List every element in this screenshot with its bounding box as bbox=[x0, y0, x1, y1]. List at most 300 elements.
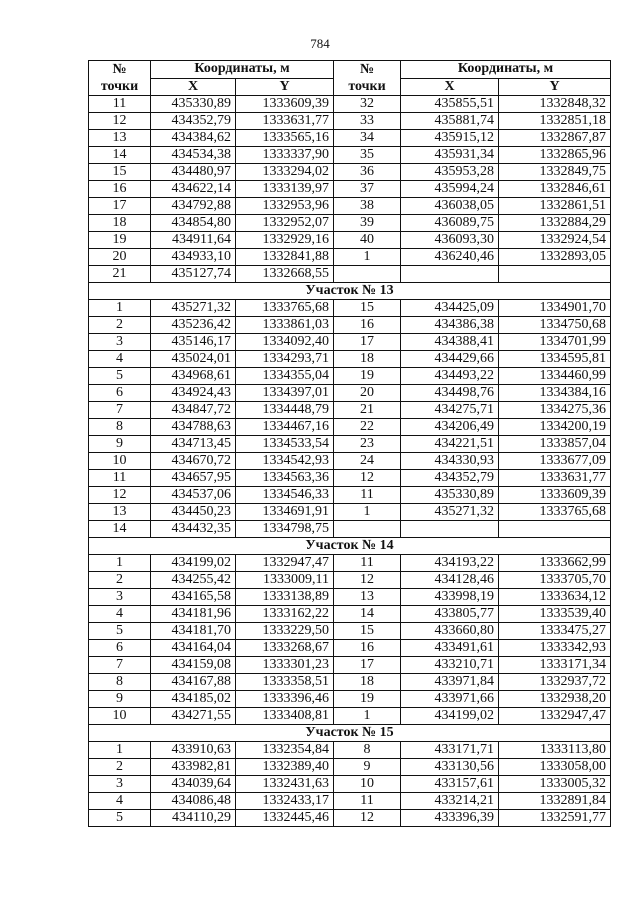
point-number-right-cell: 9 bbox=[334, 759, 401, 776]
y-coordinate-cell: 1333009,11 bbox=[236, 572, 334, 589]
y-coordinate-cell: 1333408,81 bbox=[236, 708, 334, 725]
table-row bbox=[89, 589, 611, 606]
point-number-right-cell bbox=[334, 521, 401, 538]
table-row bbox=[89, 419, 611, 436]
point-number-right-cell: 13 bbox=[334, 589, 401, 606]
table-row bbox=[89, 708, 611, 725]
x-coordinate-right-cell: 434193,22 bbox=[401, 555, 499, 572]
table-row bbox=[89, 810, 611, 827]
x-coordinate-right-cell bbox=[401, 266, 499, 283]
table-row bbox=[89, 113, 611, 130]
x-coordinate-cell: 433982,81 bbox=[151, 759, 236, 776]
y-coordinate-right-cell bbox=[499, 266, 611, 283]
point-number-cell: 1 bbox=[89, 300, 151, 317]
point-number-cell: 1 bbox=[89, 742, 151, 759]
number-sign: № bbox=[359, 62, 375, 77]
y-coordinate-cell: 1334448,79 bbox=[236, 402, 334, 419]
x-coordinate-right-cell: 433157,61 bbox=[401, 776, 499, 793]
x-coordinate-right-cell: 434429,66 bbox=[401, 351, 499, 368]
y-coordinate-right-cell: 1332937,72 bbox=[499, 674, 611, 691]
table-row bbox=[89, 215, 611, 232]
point-number-cell: 4 bbox=[89, 351, 151, 368]
x-coordinate-cell: 434432,35 bbox=[151, 521, 236, 538]
x-coordinate-right-cell: 435881,74 bbox=[401, 113, 499, 130]
point-number-right-cell: 39 bbox=[334, 215, 401, 232]
x-coordinate-right-cell: 434498,76 bbox=[401, 385, 499, 402]
x-coordinate-right-cell: 433491,61 bbox=[401, 640, 499, 657]
table-row bbox=[89, 555, 611, 572]
x-coordinate-right-cell: 435330,89 bbox=[401, 487, 499, 504]
point-number-right-cell: 12 bbox=[334, 470, 401, 487]
table-row bbox=[89, 657, 611, 674]
point-number-right-cell: 37 bbox=[334, 181, 401, 198]
y-coordinate-right-cell: 1333058,00 bbox=[499, 759, 611, 776]
point-label: точки bbox=[348, 79, 386, 94]
table-row bbox=[89, 606, 611, 623]
point-number-right-cell: 1 bbox=[334, 504, 401, 521]
point-number-cell: 12 bbox=[89, 113, 151, 130]
x-coordinate-right-cell: 434128,46 bbox=[401, 572, 499, 589]
y-coordinate-right-cell: 1333765,68 bbox=[499, 504, 611, 521]
point-number-cell: 8 bbox=[89, 674, 151, 691]
x-coordinate-right-cell: 436038,05 bbox=[401, 198, 499, 215]
section-row bbox=[89, 538, 611, 555]
x-coordinate-cell: 434924,43 bbox=[151, 385, 236, 402]
x-coordinate-cell: 434110,29 bbox=[151, 810, 236, 827]
point-number-header-right bbox=[334, 61, 401, 96]
x-coordinate-right-cell: 434352,79 bbox=[401, 470, 499, 487]
x-coordinate-right-cell: 433660,80 bbox=[401, 623, 499, 640]
point-number-cell: 7 bbox=[89, 402, 151, 419]
x-coordinate-cell: 434039,64 bbox=[151, 776, 236, 793]
y-coordinate-right-cell: 1334595,81 bbox=[499, 351, 611, 368]
x-coordinate-right-cell: 433130,56 bbox=[401, 759, 499, 776]
table-row bbox=[89, 470, 611, 487]
x-coordinate-right-cell: 433396,39 bbox=[401, 810, 499, 827]
y-coordinate-cell: 1333337,90 bbox=[236, 147, 334, 164]
point-number-right-cell: 22 bbox=[334, 419, 401, 436]
x-coordinate-cell: 434854,80 bbox=[151, 215, 236, 232]
point-number-right-cell: 35 bbox=[334, 147, 401, 164]
x-coordinate-right-cell: 434425,09 bbox=[401, 300, 499, 317]
point-number-cell: 18 bbox=[89, 215, 151, 232]
x-coordinate-right-cell: 434388,41 bbox=[401, 334, 499, 351]
point-number-cell: 10 bbox=[89, 708, 151, 725]
point-number-cell: 4 bbox=[89, 793, 151, 810]
x-coordinate-right-cell: 435271,32 bbox=[401, 504, 499, 521]
y-header: Y bbox=[236, 78, 334, 96]
point-number-right-cell: 19 bbox=[334, 368, 401, 385]
point-number-right-cell: 12 bbox=[334, 572, 401, 589]
y-coordinate-right-cell: 1333342,93 bbox=[499, 640, 611, 657]
y-coordinate-right-cell: 1333634,12 bbox=[499, 589, 611, 606]
y-coordinate-cell: 1333301,23 bbox=[236, 657, 334, 674]
y-coordinate-right-cell: 1334200,19 bbox=[499, 419, 611, 436]
x-coordinate-cell: 434167,88 bbox=[151, 674, 236, 691]
y-coordinate-right-cell: 1332846,61 bbox=[499, 181, 611, 198]
y-coordinate-cell: 1334691,91 bbox=[236, 504, 334, 521]
y-coordinate-right-cell: 1333171,34 bbox=[499, 657, 611, 674]
x-coordinate-cell: 433910,63 bbox=[151, 742, 236, 759]
y-coordinate-cell: 1333358,51 bbox=[236, 674, 334, 691]
table-row bbox=[89, 334, 611, 351]
x-coordinate-cell: 434657,95 bbox=[151, 470, 236, 487]
y-coordinate-right-cell: 1333113,80 bbox=[499, 742, 611, 759]
x-coordinate-right-cell: 433998,19 bbox=[401, 589, 499, 606]
y-coordinate-right-cell: 1333005,32 bbox=[499, 776, 611, 793]
y-coordinate-cell: 1334542,93 bbox=[236, 453, 334, 470]
y-coordinate-cell: 1334397,01 bbox=[236, 385, 334, 402]
section-title: Участок № 13 bbox=[89, 283, 611, 300]
x-coordinate-right-cell: 434493,22 bbox=[401, 368, 499, 385]
x-coordinate-cell: 434968,61 bbox=[151, 368, 236, 385]
table-row bbox=[89, 487, 611, 504]
table-row bbox=[89, 436, 611, 453]
table-row bbox=[89, 385, 611, 402]
x-coordinate-cell: 434086,48 bbox=[151, 793, 236, 810]
point-number-cell: 14 bbox=[89, 147, 151, 164]
x-coordinate-right-cell: 433971,66 bbox=[401, 691, 499, 708]
y-header-right: Y bbox=[499, 78, 611, 96]
x-coordinate-cell: 435146,17 bbox=[151, 334, 236, 351]
point-number-cell: 6 bbox=[89, 385, 151, 402]
point-number-cell: 7 bbox=[89, 657, 151, 674]
point-number-cell: 16 bbox=[89, 181, 151, 198]
x-coordinate-right-cell: 434199,02 bbox=[401, 708, 499, 725]
table-row bbox=[89, 640, 611, 657]
x-coordinate-right-cell: 434386,38 bbox=[401, 317, 499, 334]
x-coordinate-cell: 434534,38 bbox=[151, 147, 236, 164]
y-coordinate-cell: 1333609,39 bbox=[236, 96, 334, 113]
x-coordinate-right-cell: 435953,28 bbox=[401, 164, 499, 181]
point-number-cell: 14 bbox=[89, 521, 151, 538]
point-number-cell: 5 bbox=[89, 623, 151, 640]
point-number-cell: 5 bbox=[89, 368, 151, 385]
x-coordinate-cell: 435330,89 bbox=[151, 96, 236, 113]
coordinates-header-right: Координаты, м bbox=[401, 61, 611, 79]
point-number-right-cell: 16 bbox=[334, 317, 401, 334]
point-number-right-cell: 11 bbox=[334, 555, 401, 572]
x-coordinate-cell: 435024,01 bbox=[151, 351, 236, 368]
y-coordinate-right-cell: 1332947,47 bbox=[499, 708, 611, 725]
table-row bbox=[89, 164, 611, 181]
table-row bbox=[89, 96, 611, 113]
y-coordinate-right-cell: 1333662,99 bbox=[499, 555, 611, 572]
x-coordinate-cell: 434165,58 bbox=[151, 589, 236, 606]
x-coordinate-right-cell: 436093,30 bbox=[401, 232, 499, 249]
table-row bbox=[89, 623, 611, 640]
y-coordinate-right-cell: 1333475,27 bbox=[499, 623, 611, 640]
point-number-right-cell: 32 bbox=[334, 96, 401, 113]
x-coordinate-cell: 434164,04 bbox=[151, 640, 236, 657]
y-coordinate-right-cell: 1332924,54 bbox=[499, 232, 611, 249]
x-coordinate-right-cell: 433805,77 bbox=[401, 606, 499, 623]
table-row bbox=[89, 742, 611, 759]
point-number-right-cell: 23 bbox=[334, 436, 401, 453]
section-title: Участок № 14 bbox=[89, 538, 611, 555]
x-coordinate-cell: 434788,63 bbox=[151, 419, 236, 436]
table-row bbox=[89, 198, 611, 215]
y-coordinate-right-cell bbox=[499, 521, 611, 538]
point-number-cell: 2 bbox=[89, 759, 151, 776]
x-coordinate-cell: 434450,23 bbox=[151, 504, 236, 521]
y-coordinate-cell: 1332953,96 bbox=[236, 198, 334, 215]
table-row bbox=[89, 504, 611, 521]
x-coordinate-right-cell: 434330,93 bbox=[401, 453, 499, 470]
x-coordinate-right-cell: 435931,34 bbox=[401, 147, 499, 164]
y-coordinate-cell: 1332354,84 bbox=[236, 742, 334, 759]
table-row bbox=[89, 300, 611, 317]
y-coordinate-cell: 1334798,75 bbox=[236, 521, 334, 538]
table-row bbox=[89, 572, 611, 589]
y-coordinate-right-cell: 1333677,09 bbox=[499, 453, 611, 470]
x-coordinate-right-cell: 435855,51 bbox=[401, 96, 499, 113]
table-row bbox=[89, 130, 611, 147]
section-title: Участок № 15 bbox=[89, 725, 611, 742]
x-coordinate-right-cell bbox=[401, 521, 499, 538]
y-coordinate-cell: 1333294,02 bbox=[236, 164, 334, 181]
y-coordinate-cell: 1332445,46 bbox=[236, 810, 334, 827]
table-row bbox=[89, 776, 611, 793]
x-coordinate-right-cell: 435994,24 bbox=[401, 181, 499, 198]
y-coordinate-right-cell: 1334460,99 bbox=[499, 368, 611, 385]
point-number-cell: 13 bbox=[89, 130, 151, 147]
point-number-right-cell: 1 bbox=[334, 708, 401, 725]
point-number-cell: 3 bbox=[89, 334, 151, 351]
y-coordinate-right-cell: 1332849,75 bbox=[499, 164, 611, 181]
point-number-right-cell: 38 bbox=[334, 198, 401, 215]
y-coordinate-cell: 1334092,40 bbox=[236, 334, 334, 351]
x-coordinate-right-cell: 434275,71 bbox=[401, 402, 499, 419]
y-coordinate-cell: 1332389,40 bbox=[236, 759, 334, 776]
x-coordinate-cell: 435127,74 bbox=[151, 266, 236, 283]
point-number-right-cell: 1 bbox=[334, 249, 401, 266]
x-coordinate-right-cell: 433171,71 bbox=[401, 742, 499, 759]
x-coordinate-right-cell: 433210,71 bbox=[401, 657, 499, 674]
table-row bbox=[89, 453, 611, 470]
x-coordinate-cell: 434255,42 bbox=[151, 572, 236, 589]
x-coordinate-cell: 434384,62 bbox=[151, 130, 236, 147]
table-row bbox=[89, 691, 611, 708]
y-coordinate-right-cell: 1332591,77 bbox=[499, 810, 611, 827]
y-coordinate-right-cell: 1332851,18 bbox=[499, 113, 611, 130]
x-coordinate-cell: 434181,96 bbox=[151, 606, 236, 623]
point-number-right-cell: 18 bbox=[334, 674, 401, 691]
x-coordinate-right-cell: 433214,21 bbox=[401, 793, 499, 810]
y-coordinate-right-cell: 1332938,20 bbox=[499, 691, 611, 708]
y-coordinate-cell: 1333268,67 bbox=[236, 640, 334, 657]
y-coordinate-cell: 1334533,54 bbox=[236, 436, 334, 453]
header-row bbox=[89, 61, 611, 79]
y-coordinate-cell: 1333631,77 bbox=[236, 113, 334, 130]
point-number-cell: 1 bbox=[89, 555, 151, 572]
point-number-cell: 3 bbox=[89, 776, 151, 793]
coordinates-header: Координаты, м bbox=[151, 61, 334, 79]
section-row bbox=[89, 725, 611, 742]
point-number-right-cell: 17 bbox=[334, 657, 401, 674]
y-coordinate-right-cell: 1334701,99 bbox=[499, 334, 611, 351]
y-coordinate-right-cell: 1333857,04 bbox=[499, 436, 611, 453]
point-number-cell: 15 bbox=[89, 164, 151, 181]
y-coordinate-right-cell: 1332861,51 bbox=[499, 198, 611, 215]
point-number-right-cell: 15 bbox=[334, 623, 401, 640]
x-coordinate-cell: 434181,70 bbox=[151, 623, 236, 640]
y-coordinate-cell: 1333139,97 bbox=[236, 181, 334, 198]
x-coordinate-cell: 435271,32 bbox=[151, 300, 236, 317]
point-number-right-cell: 15 bbox=[334, 300, 401, 317]
y-coordinate-cell: 1334467,16 bbox=[236, 419, 334, 436]
y-coordinate-cell: 1333565,16 bbox=[236, 130, 334, 147]
x-coordinate-cell: 434622,14 bbox=[151, 181, 236, 198]
x-coordinate-cell: 434199,02 bbox=[151, 555, 236, 572]
point-number-right-cell: 11 bbox=[334, 793, 401, 810]
point-number-right-cell: 18 bbox=[334, 351, 401, 368]
point-number-cell: 9 bbox=[89, 436, 151, 453]
y-coordinate-cell: 1333229,50 bbox=[236, 623, 334, 640]
table-row bbox=[89, 674, 611, 691]
point-number-cell: 6 bbox=[89, 640, 151, 657]
y-coordinate-right-cell: 1333609,39 bbox=[499, 487, 611, 504]
x-coordinate-cell: 434713,45 bbox=[151, 436, 236, 453]
point-number-cell: 10 bbox=[89, 453, 151, 470]
x-coordinate-cell: 434933,10 bbox=[151, 249, 236, 266]
y-coordinate-cell: 1332668,55 bbox=[236, 266, 334, 283]
point-number-cell: 2 bbox=[89, 572, 151, 589]
x-coordinate-cell: 434352,79 bbox=[151, 113, 236, 130]
y-coordinate-cell: 1332947,47 bbox=[236, 555, 334, 572]
x-coordinate-right-cell: 433971,84 bbox=[401, 674, 499, 691]
y-coordinate-cell: 1333765,68 bbox=[236, 300, 334, 317]
point-number-cell: 19 bbox=[89, 232, 151, 249]
table-row bbox=[89, 147, 611, 164]
y-coordinate-cell: 1332952,07 bbox=[236, 215, 334, 232]
x-coordinate-right-cell: 436240,46 bbox=[401, 249, 499, 266]
table-row bbox=[89, 249, 611, 266]
page-number: 784 bbox=[310, 36, 330, 51]
y-coordinate-right-cell: 1334901,70 bbox=[499, 300, 611, 317]
y-coordinate-cell: 1332841,88 bbox=[236, 249, 334, 266]
y-coordinate-cell: 1333861,03 bbox=[236, 317, 334, 334]
y-coordinate-cell: 1332431,63 bbox=[236, 776, 334, 793]
y-coordinate-right-cell: 1332891,84 bbox=[499, 793, 611, 810]
point-number-right-cell: 33 bbox=[334, 113, 401, 130]
point-number-cell: 13 bbox=[89, 504, 151, 521]
point-number-right-cell: 34 bbox=[334, 130, 401, 147]
table-row bbox=[89, 351, 611, 368]
table-row bbox=[89, 368, 611, 385]
x-coordinate-cell: 434847,72 bbox=[151, 402, 236, 419]
x-coordinate-cell: 434537,06 bbox=[151, 487, 236, 504]
x-coordinate-cell: 434480,97 bbox=[151, 164, 236, 181]
number-sign: № bbox=[112, 62, 127, 77]
x-coordinate-right-cell: 435915,12 bbox=[401, 130, 499, 147]
y-coordinate-cell: 1332433,17 bbox=[236, 793, 334, 810]
point-number-cell: 5 bbox=[89, 810, 151, 827]
point-number-right-cell: 24 bbox=[334, 453, 401, 470]
point-number-right-cell: 40 bbox=[334, 232, 401, 249]
y-coordinate-right-cell: 1332893,05 bbox=[499, 249, 611, 266]
point-number-cell: 12 bbox=[89, 487, 151, 504]
y-coordinate-right-cell: 1332865,96 bbox=[499, 147, 611, 164]
table-row bbox=[89, 232, 611, 249]
y-coordinate-cell: 1333138,89 bbox=[236, 589, 334, 606]
point-number-right-cell: 36 bbox=[334, 164, 401, 181]
y-coordinate-right-cell: 1334750,68 bbox=[499, 317, 611, 334]
x-coordinate-cell: 434670,72 bbox=[151, 453, 236, 470]
y-coordinate-cell: 1334355,04 bbox=[236, 368, 334, 385]
point-number-right-cell: 14 bbox=[334, 606, 401, 623]
x-header-right: X bbox=[401, 78, 499, 96]
point-number-cell: 2 bbox=[89, 317, 151, 334]
point-number-cell: 9 bbox=[89, 691, 151, 708]
table-row bbox=[89, 402, 611, 419]
point-label: точки bbox=[100, 79, 139, 94]
y-coordinate-cell: 1333162,22 bbox=[236, 606, 334, 623]
y-coordinate-right-cell: 1332884,29 bbox=[499, 215, 611, 232]
point-number-cell: 20 bbox=[89, 249, 151, 266]
point-number-right-cell: 20 bbox=[334, 385, 401, 402]
point-number-right-cell: 21 bbox=[334, 402, 401, 419]
table-row bbox=[89, 521, 611, 538]
point-number-header bbox=[89, 61, 151, 96]
x-coordinate-cell: 434911,64 bbox=[151, 232, 236, 249]
table-row bbox=[89, 759, 611, 776]
point-number-cell: 21 bbox=[89, 266, 151, 283]
point-number-cell: 4 bbox=[89, 606, 151, 623]
x-coordinate-cell: 434185,02 bbox=[151, 691, 236, 708]
x-header: X bbox=[151, 78, 236, 96]
table-body bbox=[89, 96, 611, 827]
coordinates-table bbox=[88, 60, 611, 827]
point-number-cell: 8 bbox=[89, 419, 151, 436]
x-coordinate-right-cell: 434206,49 bbox=[401, 419, 499, 436]
section-row bbox=[89, 283, 611, 300]
point-number-right-cell: 17 bbox=[334, 334, 401, 351]
x-coordinate-right-cell: 434221,51 bbox=[401, 436, 499, 453]
point-number-right-cell: 11 bbox=[334, 487, 401, 504]
y-coordinate-right-cell: 1332848,32 bbox=[499, 96, 611, 113]
table-row bbox=[89, 793, 611, 810]
y-coordinate-right-cell: 1333631,77 bbox=[499, 470, 611, 487]
y-coordinate-right-cell: 1332867,87 bbox=[499, 130, 611, 147]
y-coordinate-cell: 1334546,33 bbox=[236, 487, 334, 504]
point-number-cell: 17 bbox=[89, 198, 151, 215]
x-coordinate-cell: 434159,08 bbox=[151, 657, 236, 674]
y-coordinate-cell: 1332929,16 bbox=[236, 232, 334, 249]
point-number-right-cell: 12 bbox=[334, 810, 401, 827]
x-coordinate-cell: 434271,55 bbox=[151, 708, 236, 725]
point-number-right-cell: 8 bbox=[334, 742, 401, 759]
y-coordinate-cell: 1333396,46 bbox=[236, 691, 334, 708]
y-coordinate-cell: 1334293,71 bbox=[236, 351, 334, 368]
table-row bbox=[89, 181, 611, 198]
y-coordinate-right-cell: 1333539,40 bbox=[499, 606, 611, 623]
x-coordinate-right-cell: 436089,75 bbox=[401, 215, 499, 232]
point-number-right-cell: 16 bbox=[334, 640, 401, 657]
point-number-right-cell: 19 bbox=[334, 691, 401, 708]
y-coordinate-right-cell: 1333705,70 bbox=[499, 572, 611, 589]
y-coordinate-right-cell: 1334275,36 bbox=[499, 402, 611, 419]
point-number-right-cell bbox=[334, 266, 401, 283]
point-number-cell: 11 bbox=[89, 96, 151, 113]
x-coordinate-cell: 435236,42 bbox=[151, 317, 236, 334]
point-number-cell: 3 bbox=[89, 589, 151, 606]
point-number-right-cell: 10 bbox=[334, 776, 401, 793]
point-number-cell: 11 bbox=[89, 470, 151, 487]
x-coordinate-cell: 434792,88 bbox=[151, 198, 236, 215]
y-coordinate-right-cell: 1334384,16 bbox=[499, 385, 611, 402]
table-row bbox=[89, 266, 611, 283]
